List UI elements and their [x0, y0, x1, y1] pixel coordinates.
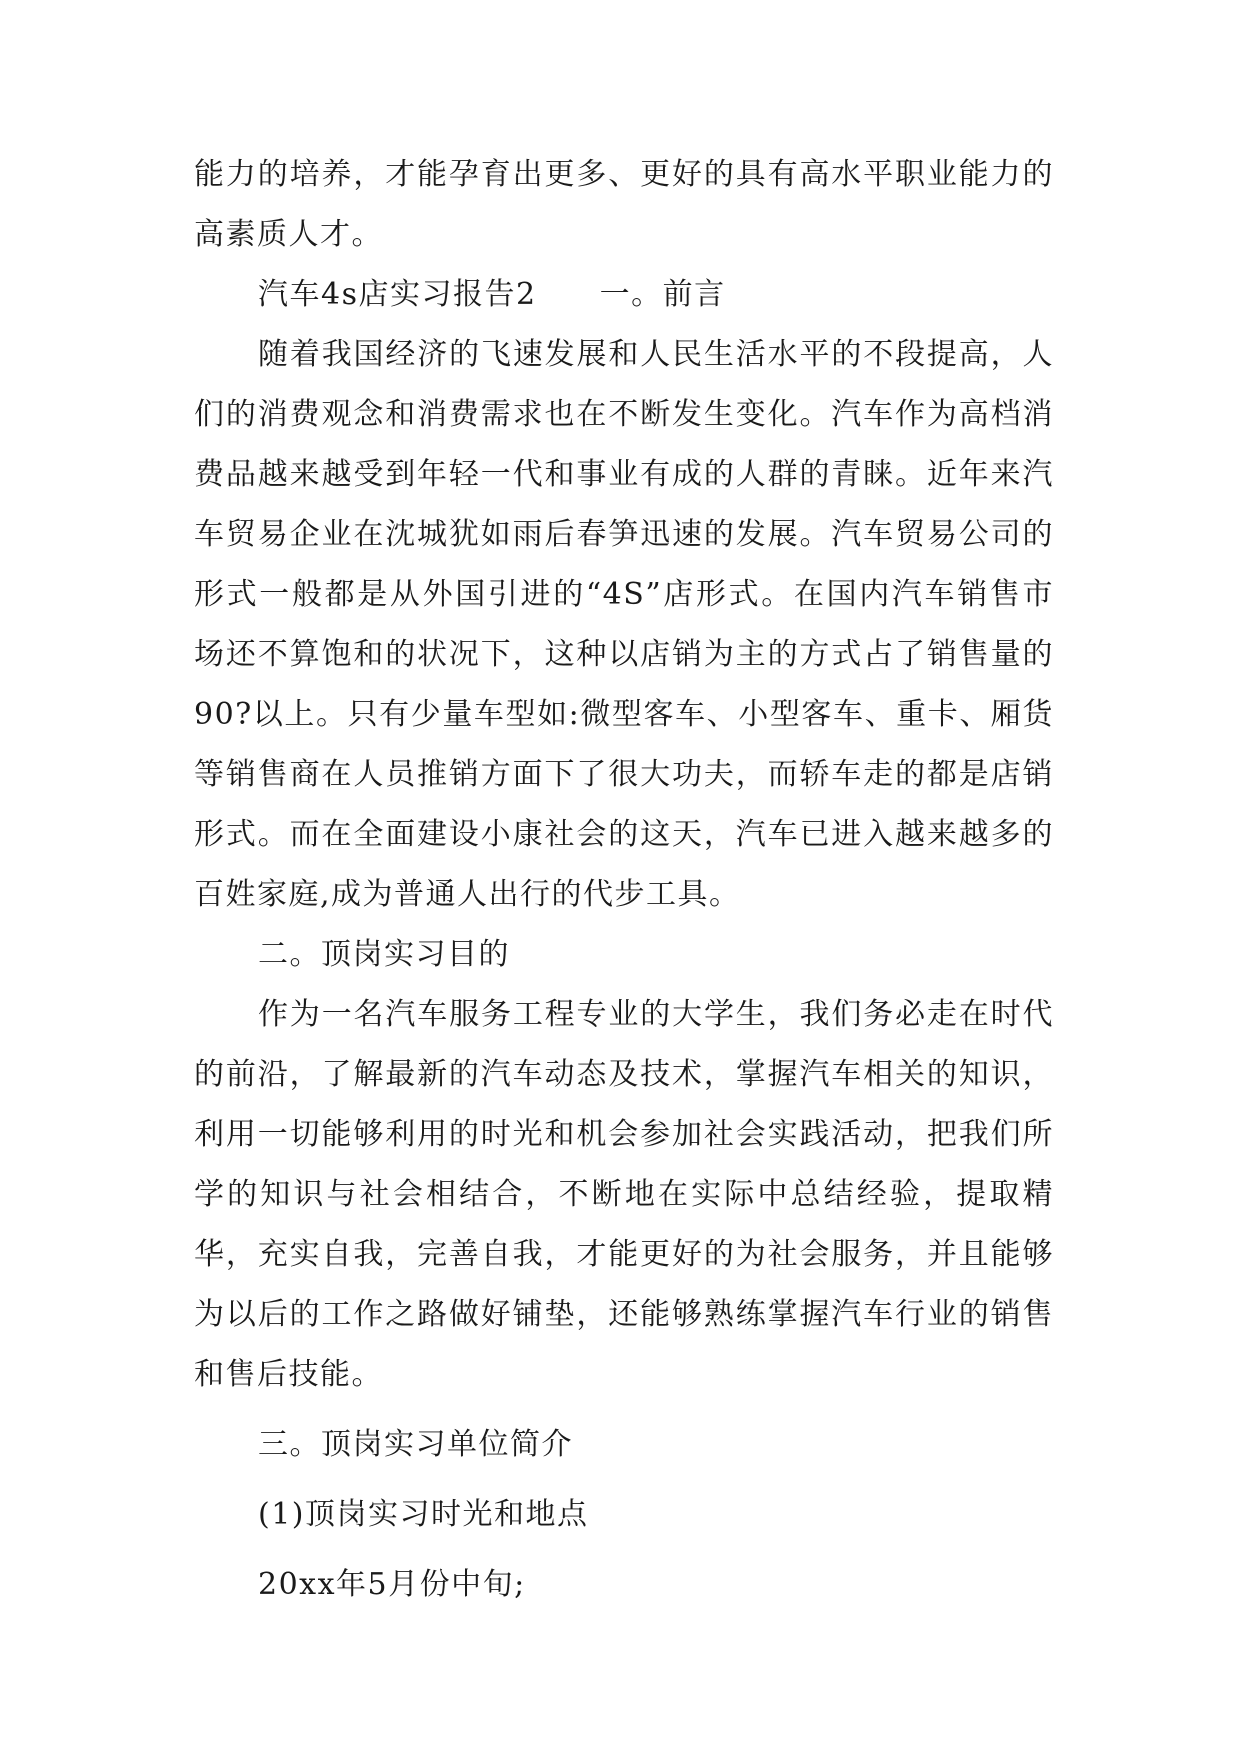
document-body [194, 145, 1054, 1615]
section-heading-unit-intro: 三。顶岗实习单位简介 [258, 1427, 573, 1462]
report-heading-foreword: 汽车4s店实习报告2 一。前言 [258, 277, 726, 312]
paragraph-foreword-body: 随着我国经济的飞速发展和人民生活水平的不段提高，人们的消费观念和消费需求也在不断发生变化。汽车作为高档消费品越来越受到年轻一代和事业有成的人群的青睐。近年来汽车贸易企业在沈城犹如雨后春笋迅速的发展。汽车贸易公司的形式一般都是从外国引进的“4S”店形式。在国内汽车销售市场还不算饱和的状况下，这种以店销为主的方式占了销售量的90?以上。只有少量车型如:微型客车、小型客车、重卡、厢货等销售商在人员推销方面下了很大功夫，而轿车走的都是店销形式。而在全面建设小康社会的这天，汽车已进入越来越多的百姓家庭,成为普通人出行的代步工具。 [194, 337, 1054, 912]
paragraph-purpose-body: 作为一名汽车服务工程专业的大学生，我们务必走在时代的前沿，了解最新的汽车动态及技术，掌握汽车相关的知识，利用一切能够利用的时光和机会参加社会实践活动，把我们所学的知识与社会相结合，不断地在实际中总结经验，提取精华，充实自我，完善自我，才能更好的为社会服务，并且能够为以后的工作之路做好铺垫，还能够熟练掌握汽车行业的销售和售后技能。 [194, 997, 1054, 1392]
paragraph-date: 20xx年5月份中旬; [258, 1567, 526, 1602]
section-heading-purpose: 二。顶岗实习目的 [258, 937, 510, 972]
paragraph-continuation: 能力的培养，才能孕育出更多、更好的具有高水平职业能力的高素质人才。 [194, 157, 1054, 252]
subsection-heading-time-place: (1)顶岗实习时光和地点 [258, 1497, 589, 1532]
